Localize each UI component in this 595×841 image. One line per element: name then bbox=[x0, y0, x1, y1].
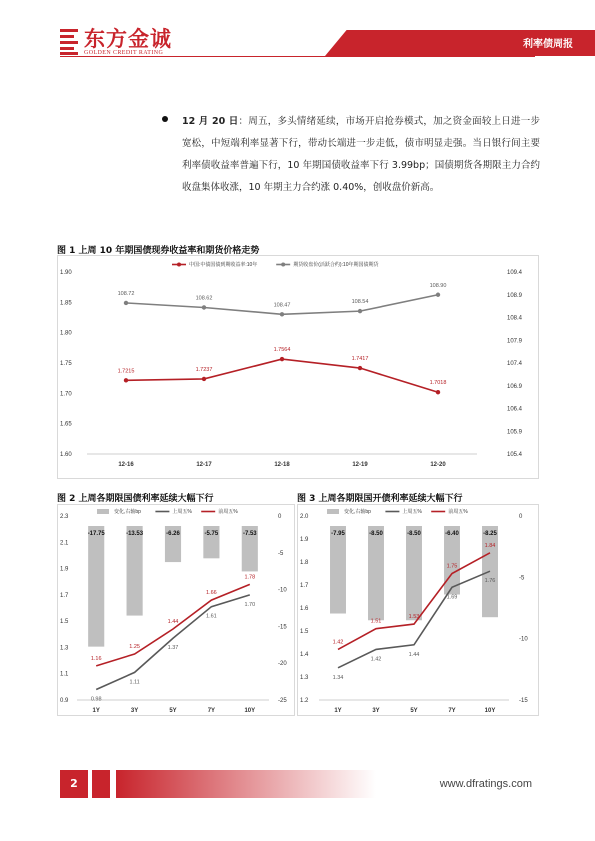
y-right-tick-label: -10 bbox=[278, 587, 287, 594]
figure-3-chart bbox=[297, 504, 539, 716]
data-label: 1.25 bbox=[129, 644, 140, 650]
y-right-tick-label: 0 bbox=[519, 514, 523, 520]
legend-label: 变化,右轴bp bbox=[114, 509, 141, 515]
y-left-tick-label: 1.3 bbox=[60, 645, 69, 652]
x-tick-label: 12-19 bbox=[352, 462, 368, 468]
data-label: 1.70 bbox=[244, 601, 256, 608]
y-right-tick-label: 105.9 bbox=[507, 429, 523, 436]
y-left-tick-label: 1.6 bbox=[300, 606, 309, 612]
header-divider bbox=[60, 56, 535, 57]
y-left-tick-label: 2.3 bbox=[60, 514, 69, 520]
data-label: 1.51 bbox=[370, 618, 382, 625]
data-point bbox=[436, 293, 440, 297]
bar-change bbox=[368, 526, 384, 620]
bar-value-label: -5.75 bbox=[204, 531, 219, 537]
x-tick-label: 5Y bbox=[410, 708, 418, 714]
bar-change bbox=[406, 526, 422, 620]
data-label: 1.11 bbox=[129, 679, 140, 686]
data-point bbox=[280, 312, 284, 316]
data-label: 1.53 bbox=[408, 614, 420, 621]
logo-subtext: GOLDEN CREDIT RATING bbox=[84, 50, 164, 56]
company-logo bbox=[60, 28, 172, 56]
y-left-tick-label: 1.65 bbox=[60, 421, 72, 428]
data-label: 1.7417 bbox=[351, 356, 369, 363]
y-left-tick-label: 1.8 bbox=[300, 560, 309, 566]
series-line bbox=[96, 595, 250, 690]
data-label: 1.69 bbox=[446, 594, 458, 601]
data-label: 1.42 bbox=[370, 656, 382, 663]
figure-3-title: 图 3 上周各期限国开债利率延续大幅下行 bbox=[297, 494, 463, 504]
data-label: 1.16 bbox=[90, 655, 102, 662]
y-left-tick-label: 1.5 bbox=[60, 619, 69, 626]
footer-url: www.dfratings.com bbox=[439, 778, 532, 790]
y-left-tick-label: 1.60 bbox=[60, 452, 72, 458]
data-point bbox=[280, 357, 284, 361]
data-label: 0.98 bbox=[90, 696, 102, 703]
y-left-tick-label: 1.4 bbox=[300, 652, 309, 658]
data-label: 1.42 bbox=[332, 639, 344, 646]
bar-value-label: -17.75 bbox=[87, 531, 105, 537]
y-left-tick-label: 1.90 bbox=[60, 270, 72, 276]
bar-value-label: -13.53 bbox=[126, 531, 144, 537]
y-left-tick-label: 1.70 bbox=[60, 391, 72, 398]
data-label: 1.78 bbox=[244, 574, 256, 581]
y-left-tick-label: 1.5 bbox=[300, 629, 309, 635]
legend-label: 变化,右轴bp bbox=[344, 509, 371, 515]
data-label: 1.34 bbox=[332, 674, 344, 681]
data-point bbox=[124, 301, 128, 305]
x-tick-label: 5Y bbox=[169, 708, 177, 714]
bar-value-label: -8.50 bbox=[407, 531, 421, 537]
data-label: 1.7564 bbox=[273, 347, 291, 354]
figure-1-chart bbox=[57, 255, 539, 479]
y-left-tick-label: 2.1 bbox=[60, 540, 69, 547]
data-label: 1.66 bbox=[206, 590, 217, 597]
figure-1-title: 图 1 上周 10 年期国债现券收益率和期货价格走势 bbox=[57, 246, 260, 256]
y-left-tick-label: 1.2 bbox=[300, 698, 309, 704]
data-label: 1.84 bbox=[484, 542, 496, 549]
data-label: 108.62 bbox=[195, 295, 213, 302]
figure-2-title: 图 2 上周各期限国债利率延续大幅下行 bbox=[57, 494, 214, 504]
footer-gradient bbox=[116, 770, 376, 798]
legend-swatch bbox=[327, 509, 339, 514]
data-point bbox=[202, 377, 206, 381]
x-tick-label: 12-18 bbox=[274, 462, 290, 468]
y-right-tick-label: -5 bbox=[278, 550, 284, 557]
x-tick-label: 3Y bbox=[130, 708, 139, 714]
x-tick-label: 7Y bbox=[207, 708, 216, 714]
data-point bbox=[436, 390, 440, 394]
data-point bbox=[358, 366, 362, 370]
data-point bbox=[358, 309, 362, 313]
y-left-tick-label: 1.1 bbox=[60, 671, 69, 678]
chart-frame bbox=[58, 256, 539, 479]
y-left-tick-label: 1.80 bbox=[60, 330, 72, 337]
body-paragraph bbox=[182, 111, 540, 199]
series-line bbox=[126, 359, 438, 392]
data-label: 1.44 bbox=[167, 619, 179, 626]
bullet-icon bbox=[162, 116, 168, 122]
data-label: 1.7237 bbox=[195, 366, 213, 373]
x-tick-label: 3Y bbox=[372, 708, 380, 714]
page-number: 2 bbox=[60, 770, 88, 798]
legend-label: 前周五% bbox=[218, 509, 238, 515]
bar-change bbox=[330, 526, 346, 614]
x-tick-label: 7Y bbox=[448, 708, 456, 714]
legend-swatch bbox=[97, 509, 109, 514]
footer-bar bbox=[92, 770, 110, 798]
bar-change bbox=[127, 526, 143, 616]
paragraph-date: 12 月 20 日 bbox=[182, 116, 239, 127]
legend-marker bbox=[177, 263, 181, 267]
y-right-tick-label: 107.9 bbox=[507, 338, 523, 345]
paragraph-text: ：周五，多头情绪延续，市场开启抢券模式，加之资金面较上日进一步宽松，中短端利率显著下行，带动长端进一步走低，债市明显走强。当日银行间主要利率债收益率普遍下行，10 年期国债收益率下行 3.99bp；国债期货各期限主力合约收盘集体收涨，10 年期主力合约涨 0.40%，创收盘价新高。 bbox=[182, 116, 540, 193]
y-left-tick-label: 1.85 bbox=[60, 300, 72, 307]
legend-label: 上周五% bbox=[172, 509, 192, 515]
y-left-tick-label: 1.3 bbox=[300, 675, 309, 681]
figure-2-chart bbox=[57, 504, 295, 716]
y-left-tick-label: 1.9 bbox=[300, 537, 309, 543]
x-tick-label: 12-16 bbox=[118, 462, 134, 468]
legend-label: 前周五% bbox=[448, 509, 468, 515]
data-label: 108.90 bbox=[429, 282, 447, 289]
data-label: 1.75 bbox=[446, 563, 458, 570]
y-right-tick-label: 106.4 bbox=[507, 406, 523, 413]
y-right-tick-label: -15 bbox=[278, 624, 287, 631]
data-label: 1.37 bbox=[167, 645, 179, 652]
x-tick-label: 1Y bbox=[92, 708, 100, 714]
y-right-tick-label: 109.4 bbox=[507, 270, 523, 276]
x-tick-label: 10Y bbox=[244, 708, 256, 714]
y-right-tick-label: 107.4 bbox=[507, 361, 523, 367]
data-label: 1.7018 bbox=[429, 380, 447, 387]
bar-value-label: -7.53 bbox=[242, 531, 257, 537]
x-tick-label: 12-17 bbox=[196, 462, 212, 468]
data-label: 108.72 bbox=[117, 290, 135, 297]
y-right-tick-label: 108.4 bbox=[507, 315, 523, 322]
y-right-tick-label: -10 bbox=[519, 636, 528, 643]
y-right-tick-label: 108.9 bbox=[507, 292, 523, 299]
y-right-tick-label: -15 bbox=[519, 698, 528, 704]
y-right-tick-label: -20 bbox=[278, 661, 287, 668]
data-label: 1.61 bbox=[206, 613, 217, 620]
y-left-tick-label: 1.7 bbox=[60, 592, 69, 599]
data-label: 1.7215 bbox=[117, 368, 135, 375]
data-label: 108.54 bbox=[351, 299, 369, 306]
logo-text: 东方金诚 bbox=[84, 26, 172, 51]
y-left-tick-label: 1.75 bbox=[60, 361, 72, 367]
y-left-tick-label: 0.9 bbox=[60, 698, 69, 704]
y-right-tick-label: -25 bbox=[278, 698, 287, 704]
bar-value-label: -6.40 bbox=[445, 531, 459, 537]
y-right-tick-label: 105.4 bbox=[507, 452, 523, 458]
legend-label: 上周五% bbox=[402, 509, 422, 515]
y-right-tick-label: 106.9 bbox=[507, 383, 523, 390]
data-label: 108.47 bbox=[273, 302, 291, 309]
legend-label: 期货收盘价(活跃合约):10年期国债期货 bbox=[293, 262, 379, 268]
report-title: 利率债周报 bbox=[523, 39, 573, 50]
bar-value-label: -8.25 bbox=[483, 531, 497, 537]
x-tick-label: 1Y bbox=[334, 708, 342, 714]
data-point bbox=[124, 378, 128, 382]
bar-value-label: -7.95 bbox=[331, 531, 345, 537]
y-right-tick-label: 0 bbox=[278, 514, 282, 520]
bar-value-label: -8.50 bbox=[369, 531, 383, 537]
y-left-tick-label: 1.7 bbox=[300, 583, 309, 589]
data-label: 1.44 bbox=[408, 651, 420, 658]
x-tick-label: 10Y bbox=[484, 708, 496, 714]
bar-change bbox=[88, 526, 104, 647]
data-point bbox=[202, 305, 206, 309]
bar-value-label: -6.26 bbox=[166, 531, 180, 537]
data-label: 1.76 bbox=[484, 578, 496, 585]
y-left-tick-label: 2.0 bbox=[300, 514, 309, 520]
y-left-tick-label: 1.9 bbox=[60, 566, 69, 573]
page-header bbox=[0, 0, 595, 62]
legend-marker bbox=[281, 263, 285, 267]
logo-mark-icon bbox=[60, 29, 78, 55]
x-tick-label: 12-20 bbox=[430, 462, 446, 468]
legend-label: 中国:中债国债到期收益率:10年 bbox=[189, 262, 258, 268]
y-right-tick-label: -5 bbox=[519, 575, 525, 582]
series-line bbox=[96, 584, 250, 665]
